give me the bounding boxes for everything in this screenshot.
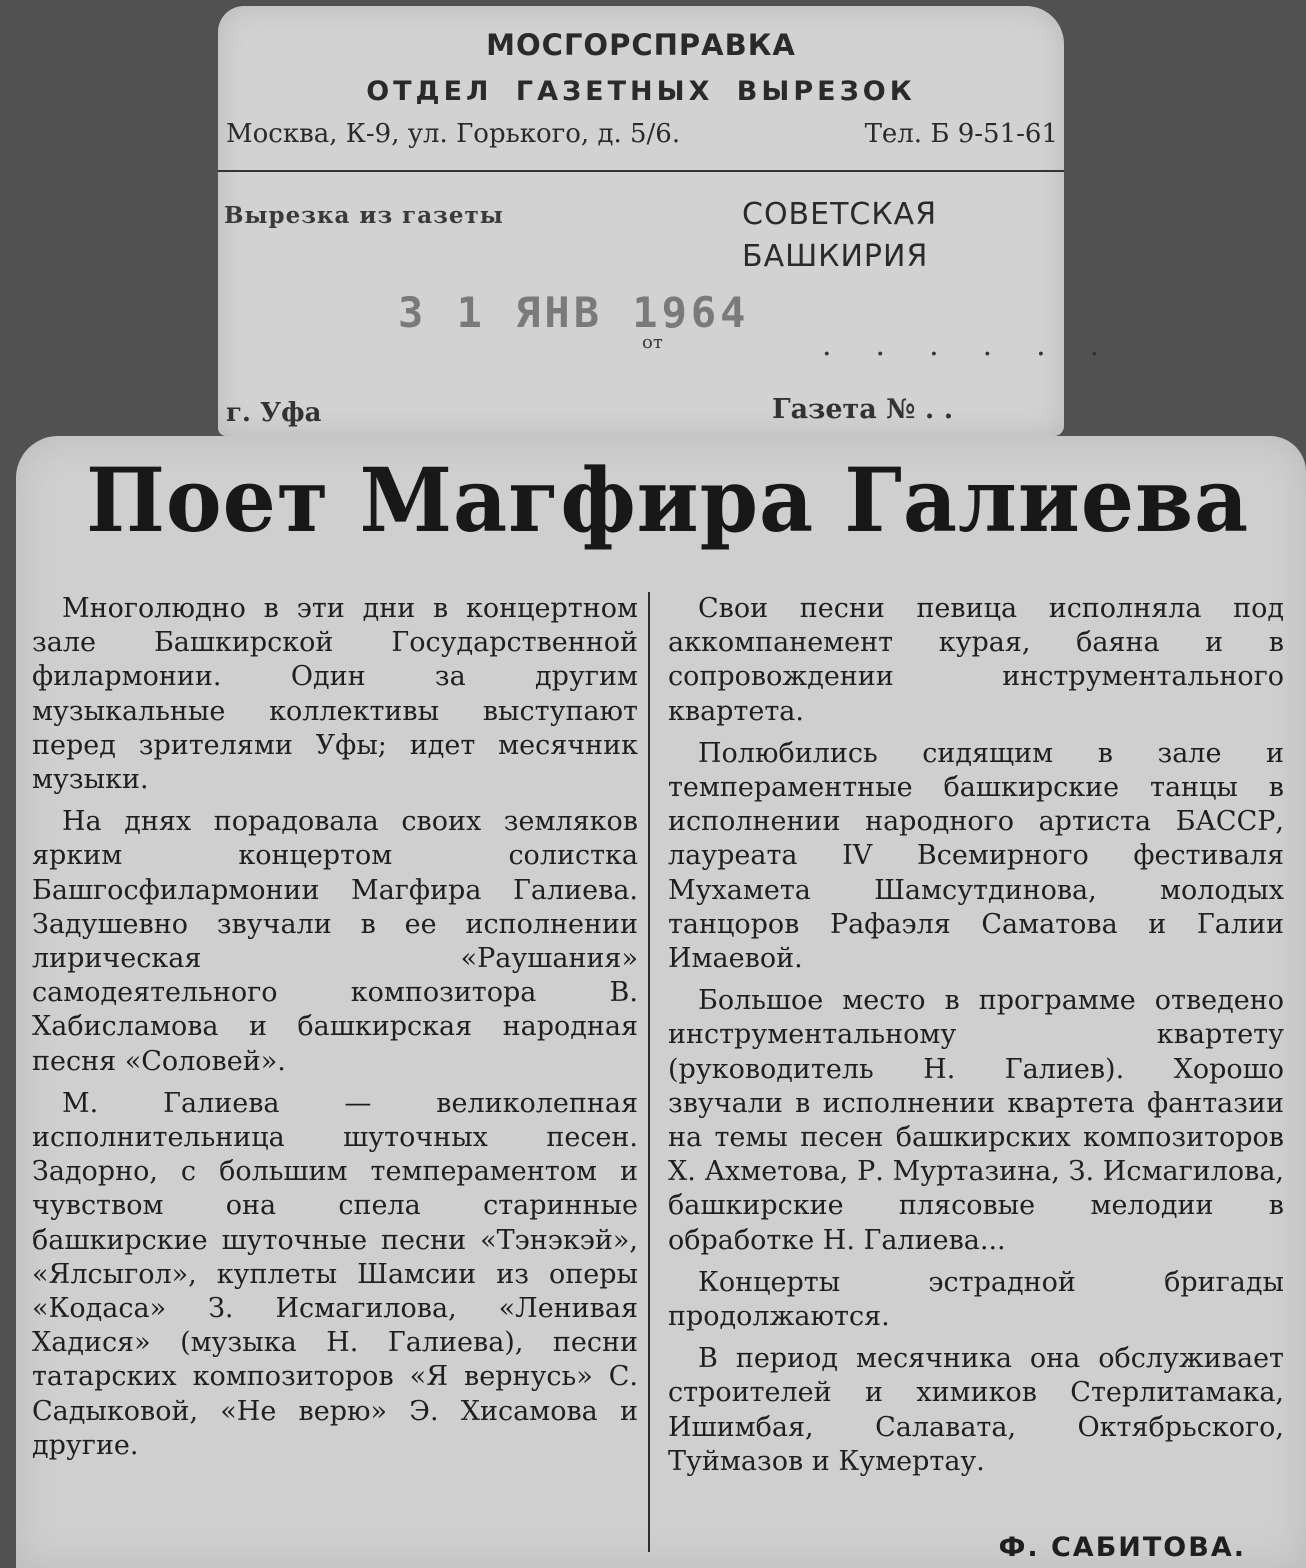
newspaper-name-line1: СОВЕТСКАЯ (742, 197, 938, 232)
city-label: г. Уфа (226, 398, 322, 428)
department-name: ОТДЕЛ ГАЗЕТНЫХ ВЫРЕЗОК (366, 76, 916, 107)
clipping-service-stamp (218, 6, 1144, 436)
agency-phone: Тел. Б 9-51-61 (864, 119, 1058, 149)
paragraph: Многолюдно в эти дни в концертном зале Башкирской Государственной филармонии. Один за другим музыкальные коллективы выступают перед зрителями Уфы; идет месячник музыки. (32, 593, 638, 796)
clip-label: Вырезка из газеты (224, 202, 504, 229)
paragraph: На днях порадовала своих земляков ярким концертом солистка Башгосфилармонии Магфира Галиева. Задушевно звучали в ее исполнении лирическая «Раушания» самодеятельного композитора В. Хабисламова и башкирская народная песня «Соловей». (32, 806, 638, 1077)
newspaper-number: Газета № . . (772, 394, 954, 425)
paragraph: Большое место в программе отведено инструментальному квартету (руководитель Н. Галиев). Хорошо звучали в исполнении квартета фантазии на темы песен башкирских композиторов Х. Ахметова, Р. Муртазина, З. Исмагилова, башкирские плясовые мелодии в обработке Н. Галиева... (668, 985, 1284, 1256)
paragraph: М. Галиева — великолепная исполнительница шуточных песен. Задорно, с большим темпераментом и чувством она спела старинные башкирские шуточные песни «Тэнэкэй», «Ялсыгол», куплеты Шамсии из оперы «Кодаса» З. Исмагилова, «Ленивая Хадися» (музыка Н. Галиева), песни татарских композиторов «Я вернусь» С. Садыковой, «Не верю» Э. Хисамова и другие. (32, 1087, 638, 1461)
article-headline: Поет Магфира Галиева (86, 448, 1250, 552)
author-signature: Ф. САБИТОВА. (998, 1532, 1246, 1563)
left-column (32, 592, 638, 1471)
column-divider (648, 592, 650, 1552)
date-stamp: 3 1 ЯНВ 1964 (398, 288, 750, 337)
newspaper-name-line2: БАШКИРИЯ (742, 239, 929, 274)
paragraph: Концерты эстрадной бригады продолжаются. (668, 1266, 1284, 1333)
stamp-divider (218, 170, 1064, 172)
from-label: от (642, 332, 663, 353)
paragraph: В период месячника она обслуживает строителей и химиков Стерлитамака, Ишимбая, Салавата, Октябрьского, Туймазов и Кумертау. (668, 1343, 1284, 1477)
agency-name: МОСГОРСПРАВКА (486, 28, 796, 62)
newspaper-clipping (16, 436, 1306, 1568)
paragraph: Свои песни певица исполняла под аккомпанемент курая, баяна и в сопровождении инструментального квартета. (668, 593, 1284, 727)
paragraph: Полюбились сидящим в зале и темпераментные башкирские танцы в исполнении народного артиста БАССР, лауреата IV Всемирного фестиваля Мухамета Шамсутдинова, молодых танцоров Рафаэля Саматова и Галии Имаевой. (668, 737, 1284, 975)
dotted-field: ...... (822, 328, 1144, 363)
right-column (668, 592, 1284, 1487)
newspaper-name (742, 194, 937, 278)
agency-address: Москва, К-9, ул. Горького, д. 5/6. (226, 119, 681, 149)
